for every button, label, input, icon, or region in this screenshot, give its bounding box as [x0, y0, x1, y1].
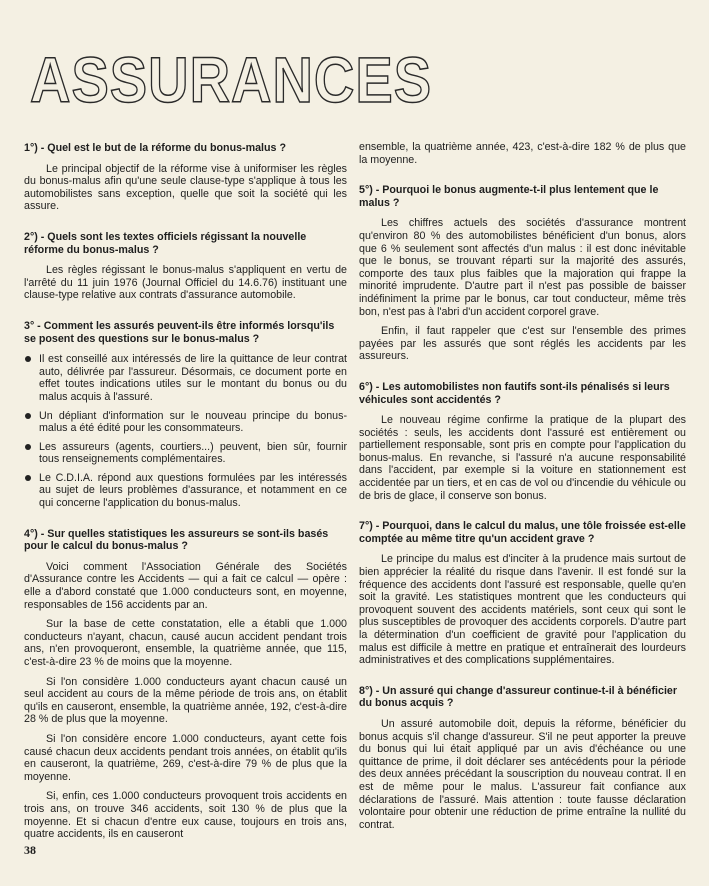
right-column [359, 141, 686, 838]
question-8: 8°) - Un assuré qui change d'assureur continue-t-il à bénéficier du bonus acquis ? [359, 684, 678, 710]
list-item [24, 353, 347, 403]
page-number: 38 [24, 843, 36, 857]
list-item-text: Un dépliant d'information sur le nouveau principe du bonus-malus a été édité pour les consommateurs. [39, 409, 347, 435]
question-6: 6°) - Les automobilistes non fautifs sont-ils pénalisés si leurs véhicules sont accidentés ? [359, 380, 670, 406]
list-item [24, 441, 347, 466]
page-title: ASSURANCES [30, 43, 433, 116]
paragraph: Le nouveau régime confirme la pratique de la plupart des sociétés : seuls, les accidents dont l'assuré est entièrement ou partiellement responsable, sont pris en compte pour l'application du bonus-malus. En revanche, si l'assuré n'a aucune responsabilité dans l'accident, par exemple si la voiture en stationnement est accidentée par un tiers, et en cas de vol ou d'incendie du véhicule ou de bris de glace, il conserve son bonus. [359, 414, 686, 502]
question-2: 2°) - Quels sont les textes officiels régissant la nouvelle réforme du bonus-malus ? [24, 230, 307, 256]
list-item-text: Les assureurs (agents, courtiers...) peuvent, bien sûr, fournir tous renseignements complémentaires. [39, 440, 347, 466]
paragraph: Un assuré automobile doit, depuis la réforme, bénéficier du bonus acquis s'il change d'assureur. S'il ne peut apporter la preuve du bonus qui lui était appliqué par un avis d'échéance ou une quittance de prime, il doit déclarer ses antécédents pour la période des deux années précédant la souscription du nouveau contrat. Il en est de même pour le malus. L'assureur fait confiance aux déclarations de l'assuré. Mais attention : toute fausse déclaration volontaire pour obtenir une réduction de prime entraîne la nullité du contrat. [359, 717, 686, 831]
list-item [24, 472, 347, 510]
bullet-icon [25, 413, 31, 419]
paragraph: Le principal objectif de la réforme vise à uniformiser les règles du bonus-malus afin qu'une seule clause-type s'applique à tous les automobilistes sans exception, quelle que soit la société qui les assure. [24, 162, 347, 213]
paragraph: Enfin, il faut rappeler que c'est sur l'ensemble des primes payées par les assurés que sont réglés les accidents par les assureurs. [359, 325, 686, 363]
list-item-text: Le C.D.I.A. répond aux questions formulées par les intéressés au sujet de leurs problèmes d'assurance, et notamment en ce qui concerne l'application du bonus-malus. [39, 471, 347, 510]
list-item-text: Il est conseillé aux intéressés de lire la quittance de leur contrat auto, délivrée par l'assureur. Désormais, ce document porte en effet toutes indications utiles sur le montant du bonus ou du malus acquis à l'assuré. [39, 353, 347, 403]
bullet-list [24, 353, 347, 510]
question-4: 4°) - Sur quelles statistiques les assureurs se sont-ils basés pour le calcul du bonus-malus ? [24, 527, 329, 553]
paragraph: Si l'on considère encore 1.000 conducteurs, ayant cette fois causé chacun deux accidents pendant trois années, on établit qu'ils en causeront, la quatrième, 269, c'est-à-dire 79 % de plus que la moyenne. [24, 732, 347, 783]
paragraph: Les chiffres actuels des sociétés d'assurance montrent qu'environ 80 % des automobilistes bénéficient d'un bonus, alors que 6 % seulement sont affectés d'un malus : il est donc inévitable que le bonus, se trouvant réparti sur la majorité des assurés, comporte des taux plus faibles que la majoration qui frappe la minorité imprudente. D'autre part il n'est pas possible de baisser indéfiniment la prime par le bonus, car tout conducteur, même très bon, n'est pas à l'abri d'un accident corporel grave. [359, 217, 686, 318]
paragraph: Si, enfin, ces 1.000 conducteurs provoquent trois accidents en trois ans, on trouve 346 accidents, soit 130 % de plus que la moyenne. Et si chacun d'entre eux cause, toujours en trois ans, quatre accidents, ils en causeront [24, 790, 347, 841]
paragraph: Voici comment l'Association Générale des Sociétés d'Assurance contre les Accidents — qui a fait ce calcul — opère : elle a d'abord constaté que 1.000 conducteurs sont, en moyenne, responsables de 156 accidents par an. [24, 560, 347, 611]
paragraph: Sur la base de cette constatation, elle a établi que 1.000 conducteurs n'ayant, chacun, causé aucun accident pendant trois ans, n'en provoqueront, ensemble, la quatrième année, que 115, c'est-à-dire 23 % de moins que la moyenne. [24, 618, 347, 668]
bullet-icon [25, 475, 31, 481]
question-5: 5°) - Pourquoi le bonus augmente-t-il plus lentement que le malus ? [359, 184, 659, 209]
question-3: 3° - Comment les assurés peuvent-ils être informés lorsqu'ils se posent des questions sur le bonus-malus ? [24, 319, 335, 345]
question-1: 1°) - Quel est le but de la réforme du bonus-malus ? [24, 142, 287, 154]
question-7: 7°) - Pourquoi, dans le calcul du malus, une tôle froissée est-elle comptée au même titre qu'un accident grave ? [359, 520, 686, 545]
bullet-icon [25, 356, 31, 362]
bullet-icon [25, 444, 31, 450]
paragraph: Les règles régissant le bonus-malus s'appliquent en vertu de l'arrêté du 11 juin 1976 (Journal Officiel du 14.6.76) instituant une clause-type relative aux contrats d'assurance automobile. [24, 264, 347, 302]
paragraph-continued: ensemble, la quatrième année, 423, c'est-à-dire 182 % de plus que la moyenne. [359, 141, 686, 166]
paragraph: Si l'on considère 1.000 conducteurs ayant chacun causé un seul accident au cours de la même période de trois ans, on établit qu'ils en causeront, ensemble, la quatrième année, 192, c'est-à-dire 28 % de plus que la moyenne. [24, 675, 347, 726]
left-column [24, 142, 347, 848]
paragraph: Le principe du malus est d'inciter à la prudence mais surtout de bien apprécier la réalité du risque dans l'avenir. Il est fondé sur la fréquence des accidents dont l'assuré est responsable, quelle qu'en soit la gravité. Les statistiques montrent que les conducteurs qui provoquent souvent des accidents matériels, sont ceux qui sont le plus susceptibles de provoquer des accidents corporels. D'autre part la détermination d'un coefficient de gravité pour l'application du malus est difficile à mettre en pratique et entraînerait des lourdeurs administratives et des complications supplémentaires. [359, 553, 686, 667]
list-item [24, 410, 347, 435]
